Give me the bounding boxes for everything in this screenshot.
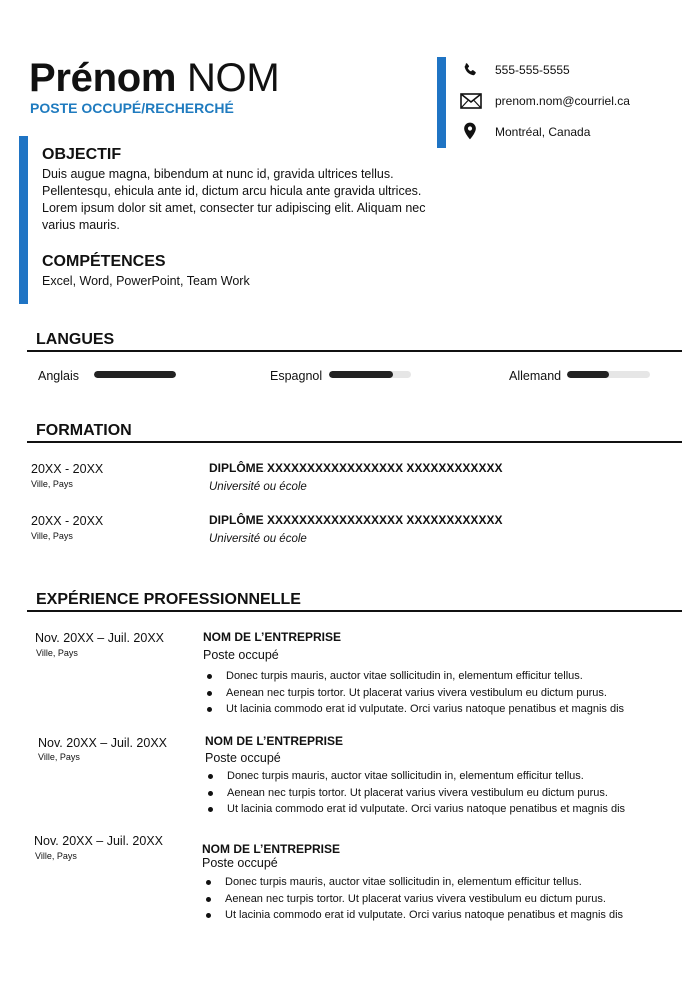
list-item: Ut lacinia commodo erat id vulputate. Orci varius natoque penatibus et magnis dis — [205, 801, 625, 818]
contact-email: prenom.nom@courriel.ca — [495, 94, 630, 108]
language-level-bar — [567, 371, 650, 378]
education-degree: DIPLÔME XXXXXXXXXXXXXXXXX XXXXXXXXXXXX — [209, 513, 503, 527]
list-item: Aenean nec turpis tortor. Ut placerat varius vivera vestibulum eu dictum purus. — [203, 891, 623, 908]
language-level-fill — [329, 371, 393, 378]
experience-dates: Nov. 20XX – Juil. 20XX — [35, 631, 165, 645]
education-dates: 20XX - 20XX — [31, 462, 104, 476]
language-level-fill — [567, 371, 609, 378]
education-school: Université ou école — [209, 481, 307, 493]
language-level-bar — [94, 371, 176, 378]
language-label: Allemand — [509, 369, 562, 383]
experience-company: NOM DE L’ENTREPRISE — [205, 734, 344, 748]
experience-dates: Nov. 20XX – Juil. 20XX — [38, 736, 168, 750]
education-school: Université ou école — [209, 533, 307, 545]
list-item: Donec turpis mauris, auctor vitae sollicitudin in, elementum efficitur tellus. — [204, 668, 624, 685]
experience-bullets — [205, 768, 625, 818]
experience-place: Ville, Pays — [35, 851, 77, 861]
candidate-name — [29, 54, 279, 102]
job-title: POSTE OCCUPÉ/RECHERCHÉ — [30, 100, 234, 116]
language-label: Espagnol — [270, 369, 323, 383]
education-heading: FORMATION — [36, 422, 132, 439]
experience-rule — [27, 610, 682, 612]
location-pin-icon — [460, 121, 480, 139]
envelope-icon — [460, 93, 480, 111]
experience-bullets — [204, 668, 624, 718]
experience-place: Ville, Pays — [38, 752, 80, 762]
skills-heading: COMPÉTENCES — [42, 253, 166, 270]
skills-text: Excel, Word, PowerPoint, Team Work — [42, 274, 250, 288]
languages-rule — [27, 350, 682, 352]
list-item: Aenean nec turpis tortor. Ut placerat varius vivera vestibulum eu dictum purus. — [204, 685, 624, 702]
experience-position: Poste occupé — [203, 648, 279, 662]
education-place: Ville, Pays — [31, 479, 73, 489]
experience-dates: Nov. 20XX – Juil. 20XX — [34, 834, 164, 848]
list-item: Donec turpis mauris, auctor vitae sollicitudin in, elementum efficitur tellus. — [203, 874, 623, 891]
languages-heading: LANGUES — [36, 331, 115, 348]
contact-accent-bar — [437, 57, 446, 148]
education-place: Ville, Pays — [31, 531, 73, 541]
list-item: Aenean nec turpis tortor. Ut placerat varius vivera vestibulum eu dictum purus. — [205, 785, 625, 802]
experience-company: NOM DE L’ENTREPRISE — [203, 630, 342, 644]
contact-phone: 555-555-5555 — [495, 63, 570, 77]
list-item: Ut lacinia commodo erat id vulputate. Orci varius natoque penatibus et magnis dis — [204, 701, 624, 718]
experience-position: Poste occupé — [202, 856, 278, 870]
experience-position: Poste occupé — [205, 751, 281, 765]
last-name: NOM — [186, 56, 280, 100]
phone-icon — [460, 61, 480, 79]
list-item: Ut lacinia commodo erat id vulputate. Orci varius natoque penatibus et magnis dis — [203, 907, 623, 924]
education-rule — [27, 441, 682, 443]
language-level-bar — [329, 371, 411, 378]
education-degree: DIPLÔME XXXXXXXXXXXXXXXXX XXXXXXXXXXXX — [209, 461, 503, 475]
language-level-fill — [94, 371, 176, 378]
list-item: Donec turpis mauris, auctor vitae sollicitudin in, elementum efficitur tellus. — [205, 768, 625, 785]
contact-location: Montréal, Canada — [495, 125, 591, 139]
objective-text: Duis augue magna, bibendum at nunc id, gravida ultrices tellus. Pellentesqu, ehicula ante id, dictum arcu hicula ante gravida ultrices. Lorem ipsum dolor sit amet, consecter tur adipiscing elit. Aliquam nec varius mauris. — [42, 167, 426, 232]
left-accent-bar — [19, 136, 28, 304]
experience-place: Ville, Pays — [36, 648, 78, 658]
experience-company: NOM DE L’ENTREPRISE — [202, 842, 341, 856]
education-dates: 20XX - 20XX — [31, 514, 104, 528]
objective-heading: OBJECTIF — [42, 146, 122, 163]
language-label: Anglais — [38, 369, 79, 383]
experience-bullets — [203, 874, 623, 924]
first-name: Prénom — [29, 56, 177, 100]
experience-heading: EXPÉRIENCE PROFESSIONNELLE — [36, 591, 301, 608]
